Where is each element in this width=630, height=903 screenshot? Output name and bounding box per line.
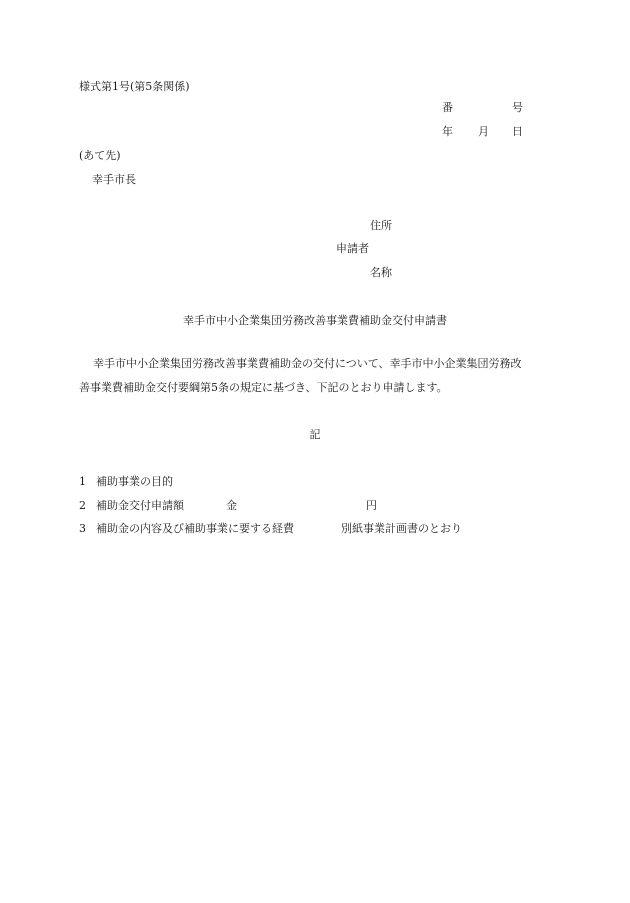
body-text-line-1: 幸手市中小企業集団労務改善事業費補助金の交付について、幸手市中小企業集団労務改 <box>93 357 522 370</box>
applicant-label: 申請者 <box>336 242 369 255</box>
form-number-label: 様式第1号(第5条関係) <box>79 80 190 93</box>
list-item-number: 3 <box>79 522 86 535</box>
expense-note: 別紙事業計画書のとおり <box>341 522 462 535</box>
date-year-label: 年 <box>442 125 453 138</box>
addressee-name: 幸手市長 <box>92 173 136 186</box>
applicant-address-label: 住所 <box>370 219 392 232</box>
date-month-label: 月 <box>478 125 489 138</box>
list-item-number: 2 <box>79 499 86 512</box>
addressee-heading: (あて先) <box>79 149 121 162</box>
ki-heading: 記 <box>309 428 321 441</box>
document-title: 幸手市中小企業集団労務改善事業費補助金交付申請書 <box>183 314 447 327</box>
document-number-label: 番 <box>442 101 453 114</box>
document-number-suffix: 号 <box>512 101 523 114</box>
list-item-label: 補助金交付申請額 <box>96 499 184 512</box>
amount-unit: 円 <box>366 499 377 512</box>
body-text-line-2: 善事業費補助金交付要綱第5条の規定に基づき、下記のとおり申請します。 <box>79 381 448 394</box>
list-item-number: 1 <box>79 475 86 488</box>
date-day-label: 日 <box>512 125 523 138</box>
amount-prefix: 金 <box>226 499 237 512</box>
list-item-label: 補助事業の目的 <box>96 475 173 488</box>
list-item-label: 補助金の内容及び補助事業に要する経費 <box>96 522 294 535</box>
applicant-name-label: 名称 <box>370 266 392 279</box>
